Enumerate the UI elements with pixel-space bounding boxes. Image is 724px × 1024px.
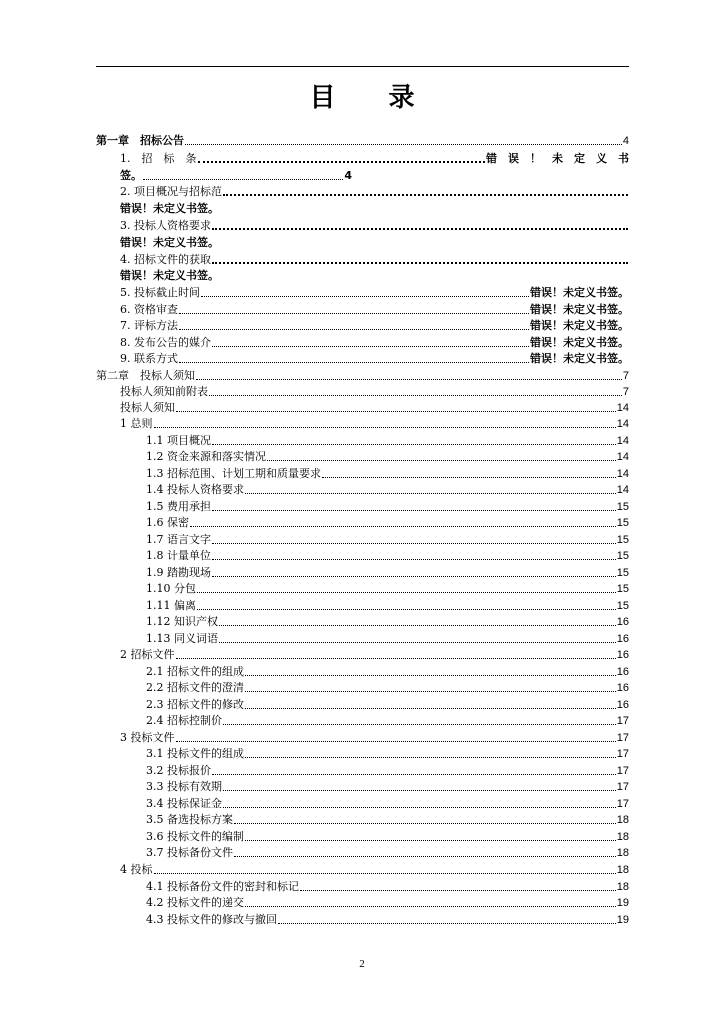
toc-leader [245, 741, 616, 758]
toc-entry-page: 14 [616, 451, 629, 463]
toc-entry-label: 5. 投标截止时间 [120, 286, 200, 299]
toc-entry-label: 4 投标 [120, 863, 153, 876]
toc-leader [219, 609, 616, 626]
toc-entry-page: 17 [616, 765, 629, 777]
toc-leader [154, 857, 616, 874]
toc-entry-label: 3.7 投标备份文件 [146, 846, 233, 859]
page-number: 2 [359, 958, 365, 970]
toc-entry-page: 15 [616, 583, 629, 595]
toc-entry-label: 1.2 资金来源和落实情况 [146, 450, 266, 463]
toc-leader [212, 758, 616, 775]
toc-entry-label: 4.3 投标文件的修改与撤回 [146, 913, 277, 926]
toc-entry-label: 2.1 招标文件的组成 [146, 665, 244, 678]
toc-entry-label: 6. 资格审查 [120, 303, 178, 316]
toc-leader [212, 494, 616, 511]
toc-entry-page: 错误！未定义书签。 [530, 352, 629, 365]
toc-entry-continuation: 错误！未定义书签。 [120, 269, 219, 282]
toc-leader [212, 543, 616, 560]
toc-entry-page: 15 [616, 501, 629, 513]
toc-entry-label: 3.2 投标报价 [146, 764, 211, 777]
toc-leader [245, 477, 616, 494]
toc-entry-label: 第二章 投标人须知 [96, 369, 195, 382]
toc-entry-page: 16 [616, 633, 629, 645]
toc-entry-label: 2 招标文件 [120, 648, 175, 661]
toc-entry-page: 14 [616, 435, 629, 447]
toc-entry-page: 19 [616, 897, 629, 909]
toc-entry-label: 3. 投标人资格要求 [120, 219, 211, 232]
toc-entry-label: 4.1 投标备份文件的密封和标记 [146, 880, 299, 893]
toc-entry-label: 3 投标文件 [120, 731, 175, 744]
toc-entry[interactable] [146, 912, 629, 928]
toc-leader [223, 178, 628, 196]
toc-entry-label: 2.3 招标文件的修改 [146, 698, 244, 711]
toc-entry-page: 16 [616, 699, 629, 711]
toc-entry-page: 17 [616, 748, 629, 760]
toc-leader [245, 692, 616, 709]
toc-entry-page: 4 [622, 135, 629, 147]
toc-entry-page: 7 [622, 370, 629, 382]
toc-entry-label: 3.6 投标文件的编制 [146, 830, 244, 843]
toc-leader [179, 297, 529, 314]
toc-leader [212, 428, 616, 445]
toc-entry-label: 投标人须知前附表 [120, 385, 208, 398]
toc-leader [223, 708, 616, 725]
toc-entry-label: 1.12 知识产权 [146, 615, 218, 628]
toc-entry-page: 15 [616, 550, 629, 562]
toc-leader [197, 576, 616, 593]
toc-entry-label: 1.11 偏离 [146, 599, 196, 612]
toc-entry-page: 17 [616, 732, 629, 744]
toc-leader [212, 212, 628, 230]
toc-entry-label: 1.6 保密 [146, 516, 189, 529]
toc-leader [154, 411, 616, 428]
toc-leader [212, 246, 628, 264]
toc-entry-page: 18 [616, 814, 629, 826]
toc-leader [176, 642, 616, 659]
toc-entry-label: 1. 招 标 条 [120, 152, 197, 165]
toc-entry-page: 错误！未定义书签。 [530, 286, 629, 299]
toc-entry-page: 14 [616, 484, 629, 496]
toc-entry-page: 16 [616, 616, 629, 628]
toc-entry-page: 14 [616, 468, 629, 480]
toc-leader [300, 874, 616, 891]
toc-entry-page: 15 [616, 600, 629, 612]
toc-leader [176, 395, 616, 412]
toc-entry-page: 错误！未定义书签。 [530, 319, 629, 332]
toc-entry-page: 错误！未定义书签。 [530, 336, 629, 349]
toc-leader [196, 363, 622, 380]
toc-entry-label: 1.13 同义词语 [146, 632, 218, 645]
toc-entry-label: 3.3 投标有效期 [146, 780, 222, 793]
toc-leader [179, 346, 529, 363]
toc-entry[interactable] [120, 252, 629, 268]
toc-entry-page: 15 [616, 567, 629, 579]
toc-entry-page: 17 [616, 715, 629, 727]
toc-leader [223, 791, 616, 808]
toc-entry-page: 17 [616, 781, 629, 793]
toc-title: 目 录 [309, 83, 437, 113]
toc-entry-label: 1.7 语言文字 [146, 533, 211, 546]
toc-leader [245, 890, 616, 907]
toc-entry-label: 3.5 备选投标方案 [146, 813, 233, 826]
toc-entry-label: 1.4 投标人资格要求 [146, 483, 244, 496]
toc-leader [198, 145, 486, 163]
toc-leader [179, 313, 529, 330]
toc-leader [278, 907, 616, 924]
toc-leader [234, 840, 616, 857]
toc-leader [267, 444, 616, 461]
toc-entry[interactable] [120, 184, 629, 200]
toc-entry-page: 错误！未定义书签。 [530, 303, 629, 316]
toc-leader [234, 807, 616, 824]
toc-entry-label: 1.8 计量单位 [146, 549, 211, 562]
toc-entry-label: 投标人须知 [120, 401, 175, 414]
toc-entry-label: 7. 评标方法 [120, 319, 178, 332]
toc-entry-label: 3.4 投标保证金 [146, 797, 222, 810]
toc-entry-label: 1.9 踏勘现场 [146, 566, 211, 579]
toc-leader [212, 330, 529, 347]
toc-entry-label: 1 总则 [120, 417, 153, 430]
toc-leader [190, 510, 616, 527]
toc-leader [185, 128, 622, 145]
toc-entry-page: 14 [616, 402, 629, 414]
header-rule [96, 66, 629, 67]
toc-entry-page: 15 [616, 517, 629, 529]
toc-leader [245, 675, 616, 692]
toc-entry-page: 错 误 ！ 未 定 义 书 [486, 152, 629, 165]
toc-entry-label: 1.10 分包 [146, 582, 196, 595]
toc-entry-label: 2. 项目概况与招标范 [120, 185, 222, 198]
toc-entry-label: 4. 招标文件的获取 [120, 253, 211, 266]
toc-entry-continuation: 错误！未定义书签。 [120, 236, 219, 249]
toc-entry-label: 1.3 招标范围、计划工期和质量要求 [146, 467, 321, 480]
toc-entry-page: 17 [616, 798, 629, 810]
toc-entry-page: 16 [616, 649, 629, 661]
toc-entry-label: 8. 发布公告的媒介 [120, 336, 211, 349]
toc-entry-page: 4 [344, 169, 352, 182]
toc-entry-page: 18 [616, 847, 629, 859]
toc-entry-page: 16 [616, 682, 629, 694]
toc-leader [201, 280, 529, 297]
toc-leader [197, 593, 616, 610]
toc-entry-label: 第一章 招标公告 [96, 134, 184, 147]
toc-entry-label: 2.4 招标控制价 [146, 714, 222, 727]
toc-leader [245, 659, 616, 676]
toc-leader [219, 626, 616, 643]
toc-entry-page: 18 [616, 881, 629, 893]
toc-leader [176, 725, 616, 742]
toc-leader [212, 527, 616, 544]
toc-entry-cont: 签。 [120, 169, 142, 182]
toc-leader [245, 824, 616, 841]
toc-entry-page: 19 [616, 914, 629, 926]
toc-leader [223, 774, 616, 791]
toc-entry[interactable] [120, 218, 629, 234]
toc-entry-label: 2.2 招标文件的澄清 [146, 681, 244, 694]
toc-entry-label: 4.2 投标文件的递交 [146, 896, 244, 909]
toc-entry-label: 3.1 投标文件的组成 [146, 747, 244, 760]
toc-entry-page: 18 [616, 831, 629, 843]
toc-entry-label: 1.5 费用承担 [146, 500, 211, 513]
toc-entry-label: 9. 联系方式 [120, 352, 178, 365]
toc-leader [209, 379, 622, 396]
toc-entry-page: 14 [616, 418, 629, 430]
toc-entry-label: 1.1 项目概况 [146, 434, 211, 447]
toc-entry-page: 7 [622, 386, 629, 398]
toc-leader [212, 560, 616, 577]
toc-entry-page: 15 [616, 534, 629, 546]
toc-leader [322, 461, 616, 478]
toc-entry-page: 18 [616, 864, 629, 876]
toc-entry-continuation: 错误！未定义书签。 [120, 202, 219, 215]
toc-entry-page: 16 [616, 666, 629, 678]
